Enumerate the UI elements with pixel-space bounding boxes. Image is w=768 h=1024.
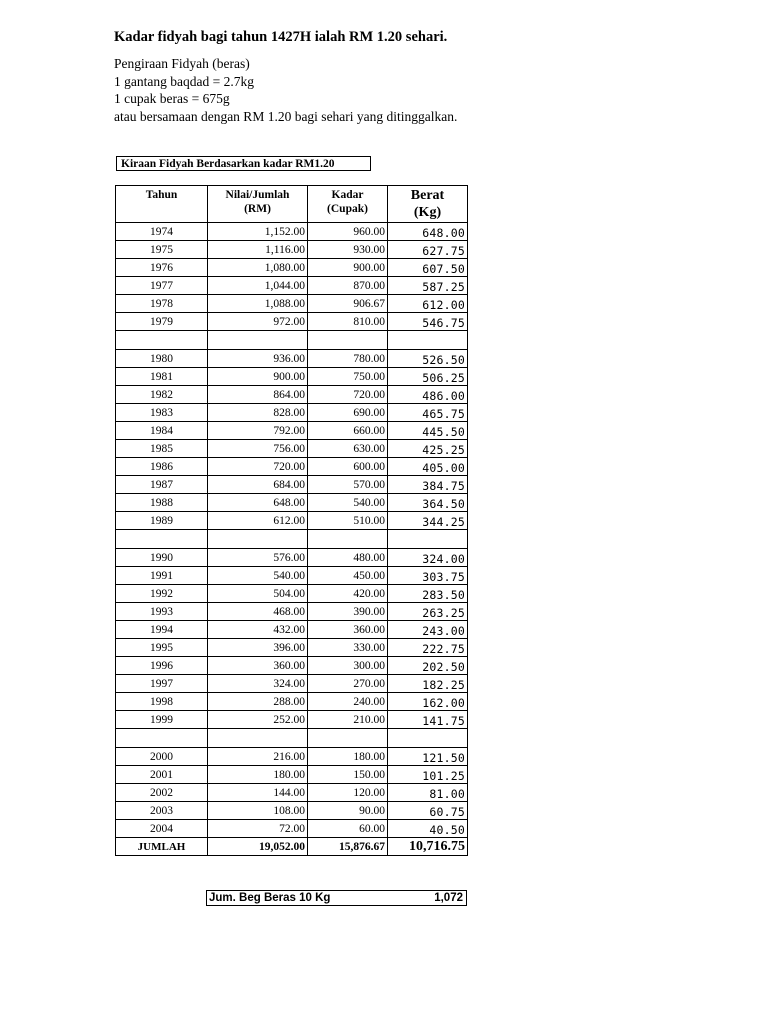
table-body [116, 223, 468, 856]
intro-line: 1 gantang baqdad = 2.7kg [114, 73, 254, 89]
table-row [116, 549, 468, 567]
cell-kadar: 570.00 [308, 476, 388, 494]
cell-kadar: 600.00 [308, 458, 388, 476]
table-row [116, 350, 468, 368]
cell-kadar: 510.00 [308, 512, 388, 530]
cell-nilai: 900.00 [208, 368, 308, 386]
blank-cell [308, 331, 388, 350]
cell-nilai: 720.00 [208, 458, 308, 476]
cell-tahun: 2003 [116, 802, 208, 820]
header-tahun: Tahun [116, 186, 208, 223]
table-row [116, 512, 468, 530]
table-row [116, 295, 468, 313]
cell-nilai: 972.00 [208, 313, 308, 331]
table-row [116, 476, 468, 494]
cell-tahun: 2002 [116, 784, 208, 802]
cell-berat: 243.00 [388, 621, 468, 639]
cell-kadar: 750.00 [308, 368, 388, 386]
header-kadar: Kadar (Cupak) [308, 186, 388, 223]
cell-nilai: 504.00 [208, 585, 308, 603]
cell-tahun: 1999 [116, 711, 208, 729]
cell-kadar: 390.00 [308, 603, 388, 621]
cell-berat: 364.50 [388, 494, 468, 512]
cell-berat: 546.75 [388, 313, 468, 331]
cell-berat: 607.50 [388, 259, 468, 277]
table-row [116, 223, 468, 241]
cell-tahun: 1995 [116, 639, 208, 657]
table-caption: Kiraan Fidyah Berdasarkan kadar RM1.20 [116, 156, 371, 171]
cell-nilai: 864.00 [208, 386, 308, 404]
table-row [116, 766, 468, 784]
blank-row [116, 331, 468, 350]
blank-row [116, 530, 468, 549]
blank-cell [308, 729, 388, 748]
cell-berat: 344.25 [388, 512, 468, 530]
blank-cell [308, 530, 388, 549]
table-row [116, 567, 468, 585]
cell-nilai: 180.00 [208, 766, 308, 784]
table-row [116, 440, 468, 458]
cell-berat: 587.25 [388, 277, 468, 295]
table-row [116, 711, 468, 729]
cell-berat: 627.75 [388, 241, 468, 259]
fidyah-table [115, 185, 468, 856]
cell-berat: 486.00 [388, 386, 468, 404]
cell-tahun: 1998 [116, 693, 208, 711]
blank-cell [208, 530, 308, 549]
header-berat: Berat (Kg) [388, 186, 468, 223]
cell-kadar: 180.00 [308, 748, 388, 766]
cell-tahun: 1996 [116, 657, 208, 675]
cell-kadar: 780.00 [308, 350, 388, 368]
table-row [116, 259, 468, 277]
cell-tahun: 1984 [116, 422, 208, 440]
cell-nilai: 1,088.00 [208, 295, 308, 313]
cell-kadar: 420.00 [308, 585, 388, 603]
intro-line: atau bersamaan dengan RM 1.20 bagi sehari yang ditinggalkan. [114, 108, 458, 124]
cell-tahun: 2004 [116, 820, 208, 838]
total-nilai: 19,052.00 [208, 838, 308, 856]
beg-label: Jum. Beg Beras 10 Kg [209, 892, 331, 904]
cell-kadar: 330.00 [308, 639, 388, 657]
cell-berat: 324.00 [388, 549, 468, 567]
cell-nilai: 144.00 [208, 784, 308, 802]
table-row [116, 802, 468, 820]
table-row [116, 820, 468, 838]
cell-tahun: 1981 [116, 368, 208, 386]
cell-kadar: 720.00 [308, 386, 388, 404]
cell-kadar: 210.00 [308, 711, 388, 729]
cell-nilai: 324.00 [208, 675, 308, 693]
cell-tahun: 1994 [116, 621, 208, 639]
cell-nilai: 432.00 [208, 621, 308, 639]
cell-tahun: 1987 [116, 476, 208, 494]
table-row [116, 657, 468, 675]
cell-nilai: 396.00 [208, 639, 308, 657]
cell-kadar: 480.00 [308, 549, 388, 567]
cell-tahun: 1977 [116, 277, 208, 295]
cell-tahun: 1997 [116, 675, 208, 693]
cell-kadar: 120.00 [308, 784, 388, 802]
cell-berat: 445.50 [388, 422, 468, 440]
table-row [116, 404, 468, 422]
table-row [116, 585, 468, 603]
cell-tahun: 1985 [116, 440, 208, 458]
header-nilai: Nilai/Jumlah (RM) [208, 186, 308, 223]
cell-kadar: 60.00 [308, 820, 388, 838]
intro-text [114, 55, 457, 125]
total-label: JUMLAH [116, 838, 208, 856]
cell-tahun: 1980 [116, 350, 208, 368]
total-berat: 10,716.75 [388, 838, 468, 856]
cell-kadar: 906.67 [308, 295, 388, 313]
blank-cell [388, 331, 468, 350]
blank-cell [116, 331, 208, 350]
intro-line: 1 cupak beras = 675g [114, 91, 230, 106]
cell-nilai: 612.00 [208, 512, 308, 530]
header-row [116, 186, 468, 223]
cell-nilai: 576.00 [208, 549, 308, 567]
cell-berat: 526.50 [388, 350, 468, 368]
cell-berat: 202.50 [388, 657, 468, 675]
cell-nilai: 216.00 [208, 748, 308, 766]
blank-cell [116, 530, 208, 549]
cell-tahun: 1982 [116, 386, 208, 404]
cell-berat: 303.75 [388, 567, 468, 585]
cell-nilai: 360.00 [208, 657, 308, 675]
cell-tahun: 2001 [116, 766, 208, 784]
cell-berat: 162.00 [388, 693, 468, 711]
blank-row [116, 729, 468, 748]
cell-nilai: 288.00 [208, 693, 308, 711]
cell-kadar: 450.00 [308, 567, 388, 585]
cell-nilai: 1,080.00 [208, 259, 308, 277]
table-row [116, 784, 468, 802]
cell-berat: 141.75 [388, 711, 468, 729]
blank-cell [208, 331, 308, 350]
total-kadar: 15,876.67 [308, 838, 388, 856]
blank-cell [208, 729, 308, 748]
total-row [116, 838, 468, 856]
cell-berat: 222.75 [388, 639, 468, 657]
cell-berat: 263.25 [388, 603, 468, 621]
cell-kadar: 930.00 [308, 241, 388, 259]
cell-berat: 612.00 [388, 295, 468, 313]
cell-kadar: 540.00 [308, 494, 388, 512]
table-row [116, 494, 468, 512]
table-row [116, 386, 468, 404]
cell-kadar: 240.00 [308, 693, 388, 711]
cell-kadar: 360.00 [308, 621, 388, 639]
table-row [116, 603, 468, 621]
cell-kadar: 810.00 [308, 313, 388, 331]
beg-summary [206, 890, 467, 906]
cell-berat: 405.00 [388, 458, 468, 476]
cell-berat: 506.25 [388, 368, 468, 386]
cell-nilai: 828.00 [208, 404, 308, 422]
cell-tahun: 1979 [116, 313, 208, 331]
table-row [116, 422, 468, 440]
cell-nilai: 792.00 [208, 422, 308, 440]
table-row [116, 693, 468, 711]
table-row [116, 675, 468, 693]
cell-berat: 101.25 [388, 766, 468, 784]
cell-berat: 465.75 [388, 404, 468, 422]
table-row [116, 241, 468, 259]
cell-kadar: 630.00 [308, 440, 388, 458]
cell-kadar: 150.00 [308, 766, 388, 784]
cell-kadar: 690.00 [308, 404, 388, 422]
cell-berat: 121.50 [388, 748, 468, 766]
cell-kadar: 960.00 [308, 223, 388, 241]
table-row [116, 368, 468, 386]
cell-tahun: 1983 [116, 404, 208, 422]
blank-cell [388, 729, 468, 748]
table-row [116, 748, 468, 766]
cell-tahun: 1986 [116, 458, 208, 476]
cell-nilai: 252.00 [208, 711, 308, 729]
cell-berat: 60.75 [388, 802, 468, 820]
cell-tahun: 1974 [116, 223, 208, 241]
cell-nilai: 684.00 [208, 476, 308, 494]
cell-kadar: 270.00 [308, 675, 388, 693]
cell-nilai: 648.00 [208, 494, 308, 512]
cell-nilai: 108.00 [208, 802, 308, 820]
cell-berat: 81.00 [388, 784, 468, 802]
cell-nilai: 756.00 [208, 440, 308, 458]
cell-kadar: 870.00 [308, 277, 388, 295]
cell-berat: 648.00 [388, 223, 468, 241]
cell-berat: 384.75 [388, 476, 468, 494]
cell-tahun: 2000 [116, 748, 208, 766]
cell-berat: 182.25 [388, 675, 468, 693]
cell-berat: 283.50 [388, 585, 468, 603]
beg-value: 1,072 [434, 892, 463, 904]
table-row [116, 621, 468, 639]
cell-berat: 40.50 [388, 820, 468, 838]
cell-tahun: 1975 [116, 241, 208, 259]
cell-tahun: 1990 [116, 549, 208, 567]
blank-cell [388, 530, 468, 549]
cell-tahun: 1978 [116, 295, 208, 313]
table-row [116, 277, 468, 295]
cell-tahun: 1991 [116, 567, 208, 585]
cell-nilai: 1,116.00 [208, 241, 308, 259]
cell-kadar: 90.00 [308, 802, 388, 820]
blank-cell [116, 729, 208, 748]
cell-nilai: 936.00 [208, 350, 308, 368]
cell-kadar: 660.00 [308, 422, 388, 440]
cell-nilai: 72.00 [208, 820, 308, 838]
cell-nilai: 468.00 [208, 603, 308, 621]
table-row [116, 313, 468, 331]
cell-tahun: 1992 [116, 585, 208, 603]
cell-tahun: 1989 [116, 512, 208, 530]
cell-nilai: 540.00 [208, 567, 308, 585]
page-heading: Kadar fidyah bagi tahun 1427H ialah RM 1.20 sehari. [114, 29, 448, 45]
cell-kadar: 900.00 [308, 259, 388, 277]
cell-tahun: 1976 [116, 259, 208, 277]
cell-nilai: 1,044.00 [208, 277, 308, 295]
table-row [116, 639, 468, 657]
cell-berat: 425.25 [388, 440, 468, 458]
cell-kadar: 300.00 [308, 657, 388, 675]
intro-line: Pengiraan Fidyah (beras) [114, 56, 250, 71]
cell-nilai: 1,152.00 [208, 223, 308, 241]
cell-tahun: 1993 [116, 603, 208, 621]
cell-tahun: 1988 [116, 494, 208, 512]
table-row [116, 458, 468, 476]
